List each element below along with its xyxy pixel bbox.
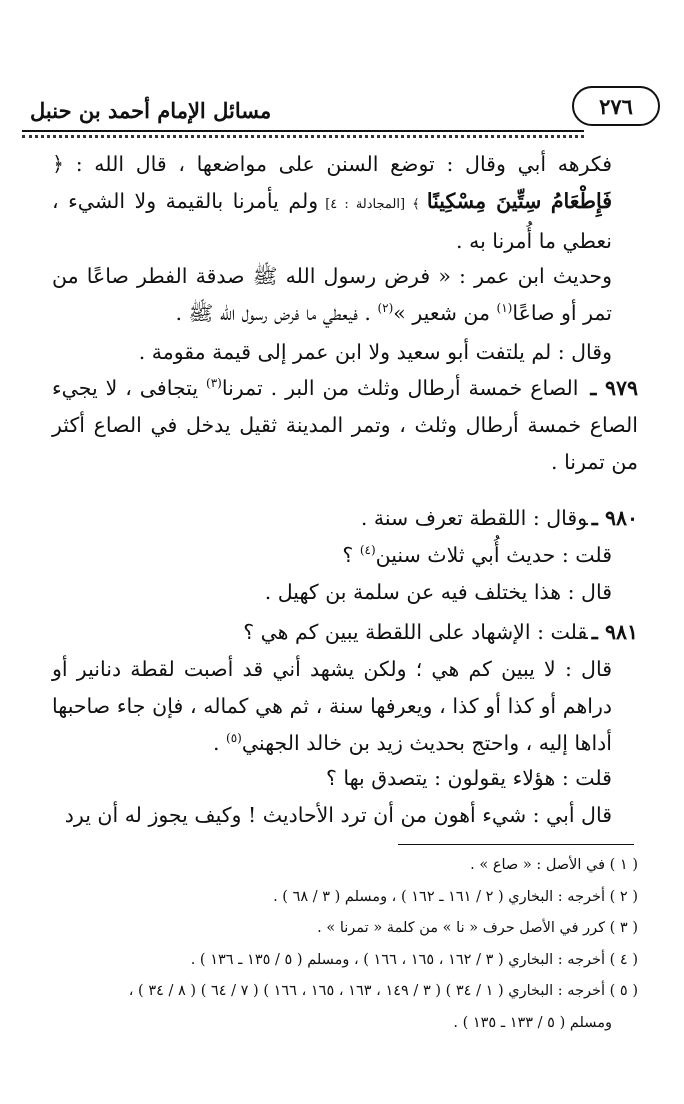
footnote-ref-5: (٥) [226, 731, 242, 746]
footnote-ref-2: (٢) [377, 301, 394, 316]
page-number-badge: ٢٧٦ [572, 86, 660, 126]
p4-text-b: يتجافى ، لا يجيء الصاع خمسة أرطال وثلث ، وتمر المدينة ثقيل يدخل في الصاع أكثر من تمرنا . [52, 376, 638, 474]
p7-text: قال : هذا يختلف فيه عن سلمة بن كهيل . [264, 580, 612, 604]
p2-text-a: وحديث ابن عمر : « فرض رسول الله ﷺ صدقة الفطر صاعًا من تمر أو صاعًا [52, 264, 612, 325]
paragraph-3 [52, 334, 638, 371]
p11-text: قال أبي : شيء أهون من أن ترد الأحاديث ! وكيف يجوز له أن يرد [64, 803, 612, 827]
p1-line1: فكرهه أبي وقال : توضع السنن على مواضعها ، قال الله : ﴿ [52, 152, 612, 176]
p9-text-b: . [212, 731, 226, 755]
p3-text: وقال : لم يلتفت أبو سعيد ولا ابن عمر إلى قيمة مقومة . [138, 340, 612, 364]
p6-text-b: ؟ [342, 543, 360, 567]
footnote-4: ( ٤ ) أخرجه : البخاري ( ٣ / ١٦٢ ، ١٦٥ ، ١٦٦ ) ، ومسلم ( ٥ / ١٣٥ ـ ١٣٦ ) . [190, 951, 638, 968]
paragraph-1 [52, 146, 638, 260]
paragraph-10 [52, 760, 638, 797]
quran-verse-part2: سِتِّينَ مِسْكِينًا [426, 189, 542, 213]
paragraph-7 [52, 574, 638, 611]
issue-number-979: ٩٧٩ ـ [590, 376, 638, 400]
footnotes [42, 850, 638, 1039]
issue-981 [52, 614, 638, 651]
issue-979 [52, 370, 638, 481]
p9-text-a: قال : لا يبين كم هي ؛ ولكن يشهد أني قد أصبت لقطة دنانير أو دراهم أو كذا أو كذا ، ويعرفها سنة ، ثم هي كماله ، فإن جاء صاحبها أداها إليه ، واحتج بحديث زيد بن خالد الجهني [52, 657, 612, 755]
footnote-2: ( ٢ ) أخرجه : البخاري ( ٢ / ١٦١ ـ ١٦٢ ) ، ومسلم ( ٣ / ٦٨ ) . [273, 888, 638, 905]
p1-line2: ولم يأمرنا بالقيمة ولا الشيء ، نعطي ما أُمرنا به . [52, 189, 612, 253]
paragraph-11 [52, 797, 638, 834]
issue-number-981: ٩٨١ ـ [591, 620, 638, 644]
footnote-ref-1: (١) [496, 301, 513, 316]
footnote-separator [398, 844, 634, 845]
p2-text-c: . فيعطي ما فرض رسول الله ﷺ . [175, 301, 378, 325]
footnote-ref-4: (٤) [359, 543, 376, 558]
paragraph-6 [52, 537, 638, 574]
p6-text-a: قلت : حديث أُبي ثلاث سنين [375, 543, 612, 567]
header-dotted-rule [22, 135, 584, 138]
footnote-5: ( ٥ ) أخرجه : البخاري ( ١ / ٣٤ ) ( ٣ / ١٤٩ ، ١٦٣ ، ١٦٥ ، ١٦٦ ) ( ٧ / ٦٤ ) ( ٨ / ٣٤ ) ، [128, 983, 638, 999]
footnote-5-continued: ومسلم ( ٥ / ١٣٣ ـ ١٣٥ ) . [453, 1014, 612, 1031]
p4-text-a: الصاع خمسة أرطال وثلث من البر . تمرنا [221, 376, 587, 400]
page-header [22, 86, 660, 134]
header-rule [22, 130, 584, 132]
paragraph-2 [52, 258, 638, 332]
book-title: مسائل الإمام أحمد بن حنبل [30, 98, 272, 123]
footnote-1: ( ١ ) في الأصل : « صاع » . [470, 857, 638, 873]
quran-verse-part1: فَإِطْعَامُ [550, 189, 613, 213]
issue-980 [52, 500, 638, 537]
p5-text: وقال : اللقطة تعرف سنة . [360, 506, 588, 530]
p2-text-b: من شعير » [393, 301, 497, 325]
p8-text: قلت : الإشهاد على اللقطة يبين كم هي ؟ [243, 620, 588, 644]
paragraph-9 [52, 651, 638, 762]
issue-number-980: ٩٨٠ ـ [591, 506, 638, 530]
footnote-3: ( ٣ ) كرر في الأصل حرف « نا » من كلمة « تمرنا » . [317, 920, 638, 936]
footnote-ref-3: (٣) [206, 376, 222, 391]
p10-text: قلت : هؤلاء يقولون : يتصدق بها ؟ [325, 766, 612, 790]
verse-reference: ﴾ [المجادلة : ٤] [318, 197, 427, 212]
